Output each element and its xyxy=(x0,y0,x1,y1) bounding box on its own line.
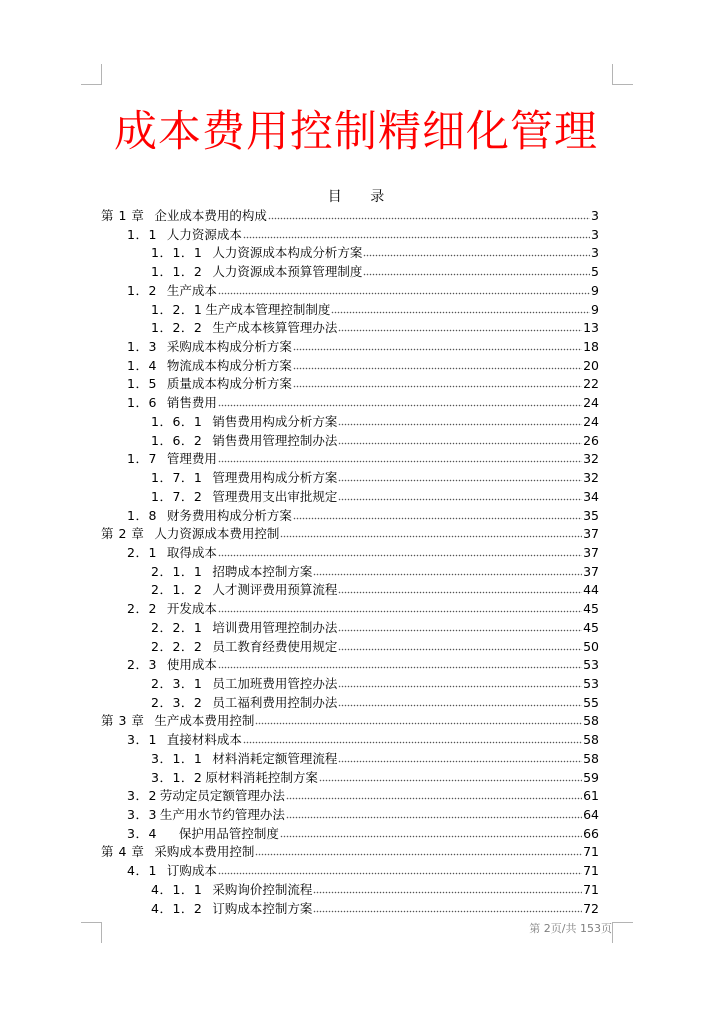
dot-leader xyxy=(280,527,582,539)
toc-entry-number: 1．4 xyxy=(127,357,157,373)
dot-leader xyxy=(363,246,590,258)
toc-entry-label: 财务费用构成分析方案 xyxy=(166,507,292,523)
toc-entry-label: 员工教育经费使用规定 xyxy=(212,638,338,654)
toc-entry-label: 使用成本 xyxy=(166,657,217,673)
toc-entry-page-number: 9 xyxy=(591,301,599,317)
toc-entry-number: 2．2 xyxy=(127,601,157,617)
crop-mark-top-right-h xyxy=(612,84,633,85)
toc-entry[interactable] xyxy=(101,638,599,657)
toc-entry-number: 3．1 xyxy=(127,732,157,748)
toc-entry[interactable] xyxy=(101,394,599,413)
toc-entry-label: 原材料消耗控制方案 xyxy=(205,769,318,785)
toc-entry[interactable] xyxy=(101,825,599,844)
toc-entry-label: 管理费用构成分析方案 xyxy=(212,470,338,486)
toc-entry-page-number: 3 xyxy=(591,226,599,242)
toc-entry[interactable] xyxy=(101,432,599,451)
toc-entry[interactable] xyxy=(101,488,599,507)
toc-entry-label: 生产成本核算管理办法 xyxy=(212,320,338,336)
toc-entry-page-number: 64 xyxy=(583,807,599,822)
toc-entry-number: 4．1．2 xyxy=(151,900,203,916)
toc-entry-page-number: 26 xyxy=(583,432,599,448)
toc-entry-label: 质量成本构成分析方案 xyxy=(166,376,292,392)
dot-leader xyxy=(338,471,582,483)
page-footer: 第 2页/共 153页 xyxy=(529,922,612,935)
toc-entry-number: 4．1 xyxy=(127,863,157,879)
toc-entry[interactable] xyxy=(101,375,599,394)
dot-leader xyxy=(338,415,582,427)
toc-entry-number: 3．1．2 xyxy=(151,769,203,785)
toc-entry-page-number: 13 xyxy=(583,320,599,336)
toc-entry-label: 生产成本 xyxy=(166,282,217,298)
toc-entry-number: 2．1 xyxy=(127,544,157,560)
toc-entry-label: 劳动定员定额管理办法 xyxy=(159,788,285,804)
toc-entry-number: 第 2 章 xyxy=(101,526,145,542)
crop-mark-bottom-right-v xyxy=(612,922,613,943)
toc-entry-page-number: 5 xyxy=(591,264,599,280)
toc-entry-page-number: 71 xyxy=(583,844,599,860)
toc-entry-page-number: 61 xyxy=(583,788,599,804)
toc-entry[interactable] xyxy=(101,769,599,788)
crop-mark-top-left-h xyxy=(81,84,102,85)
dot-leader xyxy=(243,733,582,745)
toc-entry-page-number: 32 xyxy=(583,451,599,467)
toc-entry-label: 人才测评费用预算流程 xyxy=(212,582,338,598)
dot-leader xyxy=(338,321,582,333)
toc-entry-page-number: 58 xyxy=(583,750,599,766)
toc-entry-number: 1．7 xyxy=(127,451,157,467)
toc-entry[interactable] xyxy=(101,469,599,488)
toc-entry-page-number: 53 xyxy=(583,657,599,673)
toc-entry-page-number: 45 xyxy=(583,619,599,635)
crop-mark-bottom-right-h xyxy=(612,922,633,923)
toc-entry[interactable] xyxy=(101,619,599,638)
toc-entry-page-number: 22 xyxy=(583,376,599,392)
toc-entry[interactable] xyxy=(101,413,599,432)
dot-leader xyxy=(293,340,582,352)
dot-leader xyxy=(268,209,590,221)
toc-entry-number: 1．1．1 xyxy=(151,245,203,261)
toc-entry-label: 物流成本构成分析方案 xyxy=(166,357,292,373)
toc-entry-number: 1．8 xyxy=(127,507,157,523)
toc-entry-label: 企业成本费用的构成 xyxy=(154,208,267,223)
toc-entry-number: 3．3 xyxy=(127,807,157,822)
toc-entry[interactable] xyxy=(101,581,599,600)
toc-entry[interactable] xyxy=(101,357,599,376)
toc-entry-number: 2．2．1 xyxy=(151,619,203,635)
toc-entry-label: 员工福利费用控制办法 xyxy=(212,694,338,710)
dot-leader xyxy=(218,602,582,614)
toc-entry[interactable] xyxy=(101,282,599,301)
toc-entry-label: 开发成本 xyxy=(166,601,217,617)
toc-entry-number: 2．3．1 xyxy=(151,675,203,691)
toc-entry-page-number: 37 xyxy=(583,544,599,560)
toc-entry[interactable] xyxy=(101,731,599,750)
toc-entry[interactable] xyxy=(101,600,599,619)
toc-entry-number: 1．2 xyxy=(127,282,157,298)
toc-entry-label: 招聘成本控制方案 xyxy=(212,563,313,579)
crop-mark-bottom-left-v xyxy=(101,922,102,943)
toc-entry[interactable] xyxy=(101,319,599,338)
dot-leader xyxy=(313,565,582,577)
toc-entry-number: 2．1．1 xyxy=(151,563,203,579)
toc-entry-label: 人力资源成本 xyxy=(166,226,242,242)
toc-entry-label: 材料消耗定额管理流程 xyxy=(212,750,338,766)
toc-entry-number: 1．1 xyxy=(127,226,157,242)
toc-entry-number: 1．7．2 xyxy=(151,488,203,504)
toc-entry-number: 1．6．1 xyxy=(151,413,203,429)
dot-leader xyxy=(255,714,582,726)
toc-entry[interactable] xyxy=(101,656,599,675)
toc-entry-label: 生产用水节约管理办法 xyxy=(159,807,285,822)
dot-leader xyxy=(338,677,582,689)
dot-leader xyxy=(338,583,582,595)
toc-entry-label: 管理费用支出审批规定 xyxy=(212,488,338,504)
toc-entry-number: 2．3 xyxy=(127,657,157,673)
dot-leader xyxy=(338,696,582,708)
dot-leader xyxy=(293,359,582,371)
toc-entry[interactable] xyxy=(101,544,599,563)
toc-entry-page-number: 45 xyxy=(583,601,599,617)
toc-entry-page-number: 34 xyxy=(583,488,599,504)
toc-entry-page-number: 58 xyxy=(583,732,599,748)
toc-entry-label: 人力资源成本费用控制 xyxy=(154,526,280,542)
toc-entry-label: 采购成本费用控制 xyxy=(154,844,255,860)
toc-entry-number: 1．6．2 xyxy=(151,432,203,448)
dot-leader xyxy=(218,864,582,876)
toc-entry-page-number: 71 xyxy=(583,863,599,879)
crop-mark-top-right-v xyxy=(612,64,613,85)
toc-entry-page-number: 24 xyxy=(583,395,599,411)
toc-entry-number: 3．1．1 xyxy=(151,750,203,766)
dot-leader xyxy=(338,621,582,633)
toc-entry-page-number: 20 xyxy=(583,357,599,373)
toc-entry-page-number: 37 xyxy=(583,526,599,542)
dot-leader xyxy=(313,883,582,895)
toc-entry[interactable] xyxy=(101,862,599,881)
toc-entry-page-number: 72 xyxy=(583,900,599,916)
toc-entry-number: 1．2．1 xyxy=(151,301,203,317)
dot-leader xyxy=(255,845,582,857)
crop-mark-top-left-v xyxy=(101,64,102,85)
toc-entry-number: 3．2 xyxy=(127,788,157,804)
toc-entry[interactable] xyxy=(101,244,599,263)
dot-leader xyxy=(331,303,590,315)
toc-entry-page-number: 59 xyxy=(583,769,599,785)
dot-leader xyxy=(218,284,590,296)
toc-chapter-entry[interactable] xyxy=(101,525,599,544)
toc-entry-label: 生产成本管理控制制度 xyxy=(205,301,331,317)
toc-entry[interactable] xyxy=(101,806,599,825)
toc-entry-page-number: 71 xyxy=(583,881,599,897)
toc-entry[interactable] xyxy=(101,263,599,282)
toc-entry-label: 销售费用构成分析方案 xyxy=(212,413,338,429)
dot-leader xyxy=(280,827,582,839)
toc-entry[interactable] xyxy=(101,301,599,320)
toc-entry-page-number: 35 xyxy=(583,507,599,523)
toc-chapter-entry[interactable] xyxy=(101,712,599,731)
toc-entry-number: 1．7．1 xyxy=(151,470,203,486)
toc-entry-label: 保护用品管控制度 xyxy=(178,825,279,841)
toc-entry-label: 采购询价控制流程 xyxy=(212,881,313,897)
toc-entry-number: 1．1．2 xyxy=(151,264,203,280)
toc-entry-page-number: 24 xyxy=(583,413,599,429)
toc-entry-number: 第 4 章 xyxy=(101,844,145,860)
toc-entry[interactable] xyxy=(101,900,599,919)
toc-entry-label: 生产成本费用控制 xyxy=(154,713,255,729)
crop-mark-bottom-left-h xyxy=(81,922,102,923)
toc-entry-number: 3．4 xyxy=(127,825,157,841)
dot-leader xyxy=(363,265,590,277)
toc-entry-page-number: 3 xyxy=(591,245,599,261)
dot-leader xyxy=(338,490,582,502)
toc-entry[interactable] xyxy=(101,675,599,694)
toc-entry-number: 第 3 章 xyxy=(101,713,145,729)
toc-entry-number: 1．5 xyxy=(127,376,157,392)
toc-entry-number: 1．6 xyxy=(127,395,157,411)
dot-leader xyxy=(218,546,582,558)
toc-entry[interactable] xyxy=(101,226,599,245)
toc-entry[interactable] xyxy=(101,507,599,526)
toc-entry-page-number: 32 xyxy=(583,470,599,486)
toc-entry[interactable] xyxy=(101,563,599,582)
toc-entry-label: 员工加班费用管控办法 xyxy=(212,675,338,691)
toc-entry-label: 销售费用管理控制办法 xyxy=(212,432,338,448)
toc-entry[interactable] xyxy=(101,450,599,469)
toc-entry-number: 1．3 xyxy=(127,339,157,355)
toc-entry-number: 2．1．2 xyxy=(151,582,203,598)
dot-leader xyxy=(243,228,590,240)
dot-leader xyxy=(338,752,582,764)
dot-leader xyxy=(338,434,582,446)
dot-leader xyxy=(218,396,582,408)
toc-entry-number: 2．2．2 xyxy=(151,638,203,654)
dot-leader xyxy=(286,789,582,801)
toc-entry-page-number: 37 xyxy=(583,563,599,579)
toc-entry-number: 1．2．2 xyxy=(151,320,203,336)
toc-entry[interactable] xyxy=(101,881,599,900)
toc-chapter-entry[interactable] xyxy=(101,843,599,862)
table-of-contents xyxy=(101,207,599,918)
toc-entry-page-number: 18 xyxy=(583,339,599,355)
toc-entry-label: 销售费用 xyxy=(166,395,217,411)
toc-entry-label: 取得成本 xyxy=(166,544,217,560)
toc-entry[interactable] xyxy=(101,338,599,357)
dot-leader xyxy=(218,452,582,464)
toc-entry-page-number: 3 xyxy=(591,208,599,223)
dot-leader xyxy=(338,640,582,652)
toc-entry-page-number: 66 xyxy=(583,825,599,841)
dot-leader xyxy=(313,902,582,914)
toc-entry-page-number: 50 xyxy=(583,638,599,654)
toc-entry-label: 订购成本控制方案 xyxy=(212,900,313,916)
toc-entry-page-number: 58 xyxy=(583,713,599,729)
toc-entry-label: 人力资源成本构成分析方案 xyxy=(212,245,363,261)
toc-entry[interactable] xyxy=(101,787,599,806)
toc-heading: 目 录 xyxy=(327,189,397,205)
document-title: 成本费用控制精细化管理 xyxy=(114,107,598,157)
toc-entry[interactable] xyxy=(101,750,599,769)
toc-entry-number: 第 1 章 xyxy=(101,208,145,223)
dot-leader xyxy=(319,771,582,783)
dot-leader xyxy=(218,658,582,670)
toc-entry[interactable] xyxy=(101,694,599,713)
dot-leader xyxy=(293,377,582,389)
toc-entry-label: 采购成本构成分析方案 xyxy=(166,339,292,355)
toc-entry-label: 管理费用 xyxy=(166,451,217,467)
toc-entry-page-number: 44 xyxy=(583,582,599,598)
toc-entry-page-number: 53 xyxy=(583,675,599,691)
toc-entry-page-number: 55 xyxy=(583,694,599,710)
dot-leader xyxy=(293,509,582,521)
toc-entry-label: 直接材料成本 xyxy=(166,732,242,748)
toc-entry-label: 培训费用管理控制办法 xyxy=(212,619,338,635)
toc-entry-number: 2．3．2 xyxy=(151,694,203,710)
toc-entry-number: 4．1．1 xyxy=(151,881,203,897)
toc-chapter-entry[interactable] xyxy=(101,207,599,226)
toc-entry-label: 人力资源成本预算管理制度 xyxy=(212,264,363,280)
toc-entry-page-number: 9 xyxy=(591,282,599,298)
toc-entry-label: 订购成本 xyxy=(166,863,217,879)
dot-leader xyxy=(286,808,582,820)
